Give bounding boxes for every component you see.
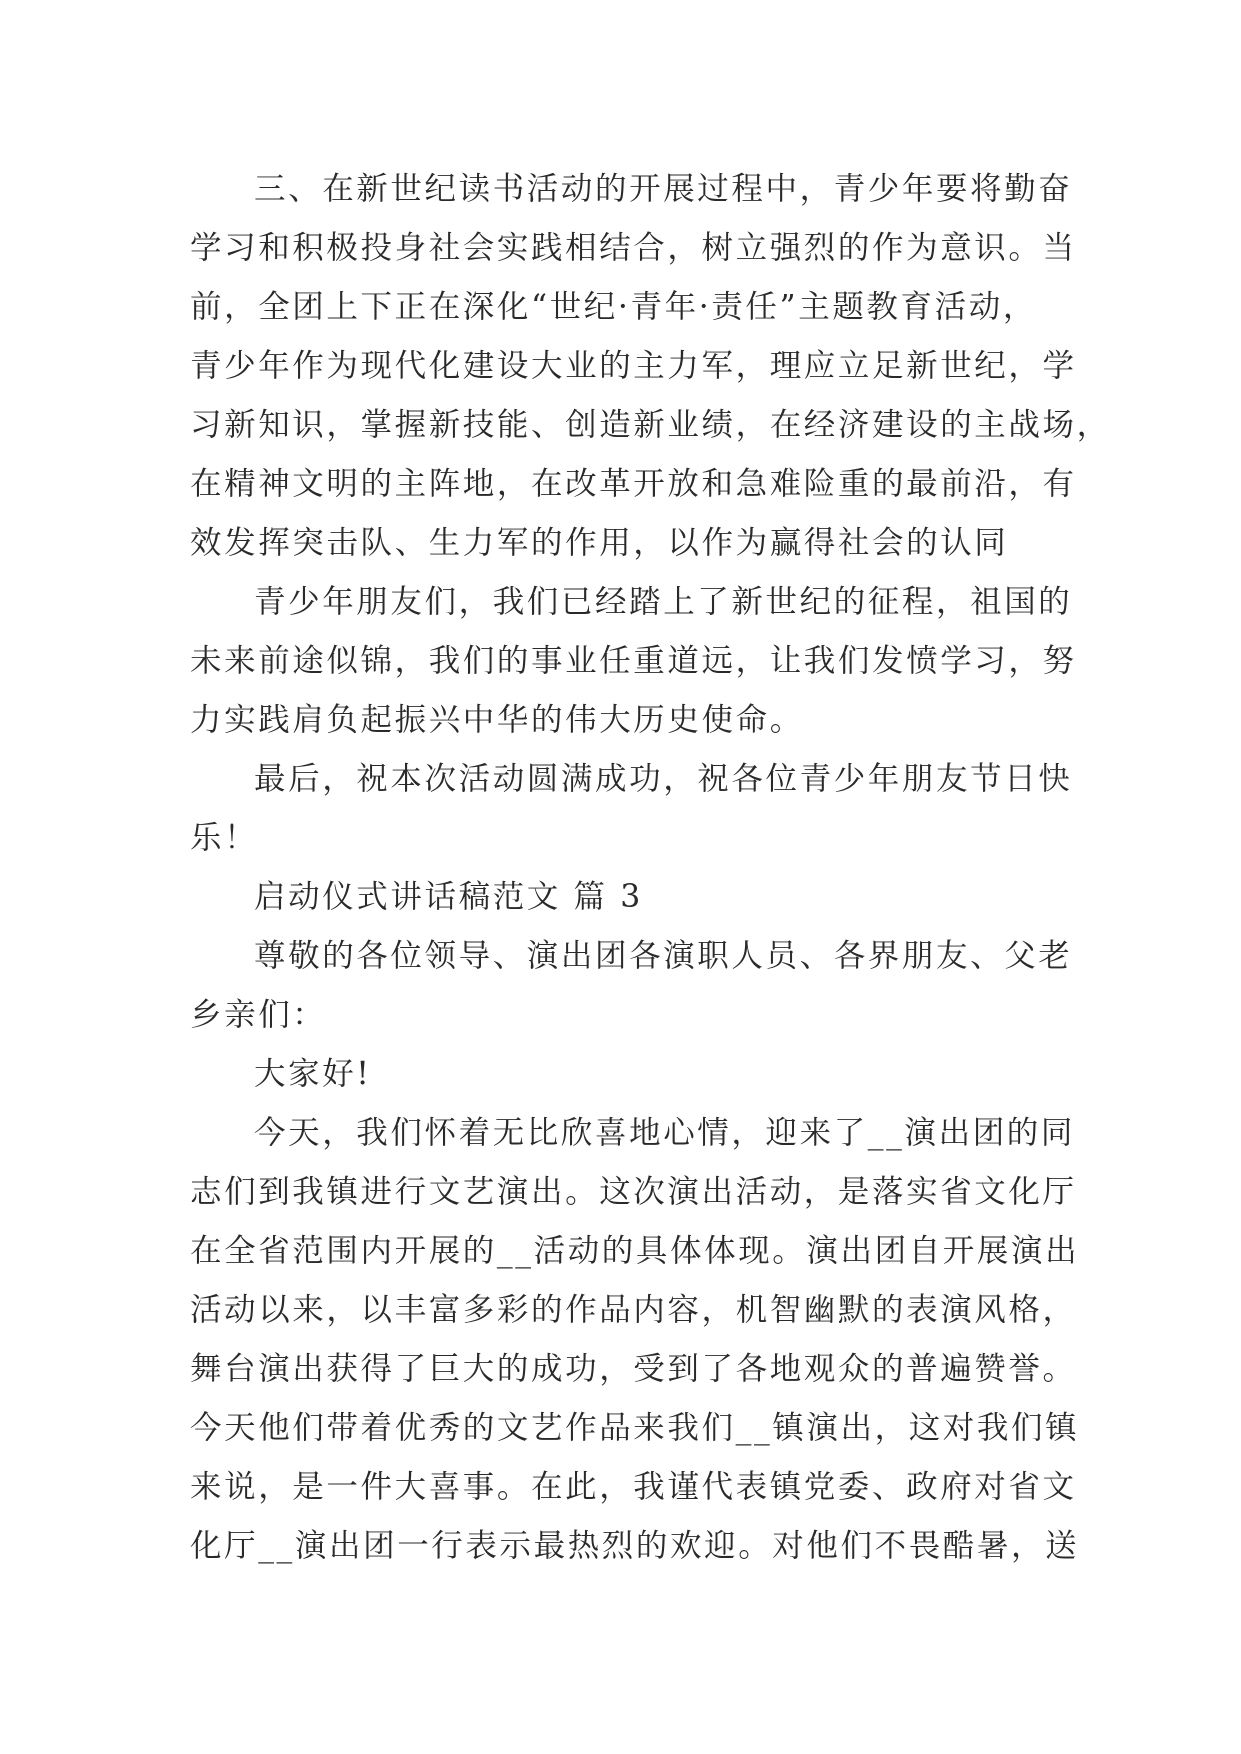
text-line: 化厅__演出团一行表示最热烈的欢迎。对他们不畏酷暑，送 (190, 1528, 1080, 1564)
text-line: 前，全团上下正在深化“世纪·青年·责任”主题教育活动， (190, 289, 1037, 325)
document-body (190, 160, 1111, 1576)
text-line: 乡亲们： (190, 997, 327, 1033)
text-line: 青少年朋友们，我们已经踏上了新世纪的征程，祖国的 (254, 584, 1073, 620)
text-line: 青少年作为现代化建设大业的主力军，理应立足新世纪，学 (190, 348, 1077, 384)
text-line: 习新知识，掌握新技能、创造新业绩，在经济建设的主战场， (190, 407, 1111, 443)
text-line: 效发挥突击队、生力军的作用，以作为赢得社会的认同 (190, 525, 1009, 561)
text-line: 舞台演出获得了巨大的成功，受到了各地观众的普遍赞誉。 (190, 1351, 1077, 1387)
text-line: 学习和积极投身社会实践相结合，树立强烈的作为意识。当 (190, 230, 1077, 266)
text-line: 在全省范围内开展的__活动的具体体现。演出团自开展演出 (190, 1233, 1080, 1269)
text-line: 未来前途似锦，我们的事业任重道远，让我们发愤学习，努 (190, 643, 1077, 679)
text-line: 尊敬的各位领导、演出团各演职人员、各界朋友、父老 (254, 938, 1073, 974)
text-line: 今天他们带着优秀的文艺作品来我们__镇演出，这对我们镇 (190, 1410, 1080, 1446)
text-line: 在精神文明的主阵地，在改革开放和急难险重的最前沿，有 (190, 466, 1077, 502)
text-line: 力实践肩负起振兴中华的伟大历史使命。 (190, 702, 804, 738)
section-heading: 启动仪式讲话稿范文 篇 3 (254, 879, 643, 915)
text-line: 大家好! (254, 1056, 372, 1092)
text-line: 志们到我镇进行文艺演出。这次演出活动，是落实省文化厅 (190, 1174, 1077, 1210)
text-line: 最后，祝本次活动圆满成功，祝各位青少年朋友节日快 (254, 761, 1073, 797)
text-line: 三、在新世纪读书活动的开展过程中，青少年要将勤奋 (254, 171, 1073, 207)
text-line: 今天，我们怀着无比欣喜地心情，迎来了__演出团的同 (254, 1115, 1076, 1151)
text-line: 活动以来，以丰富多彩的作品内容，机智幽默的表演风格， (190, 1292, 1077, 1328)
text-line: 乐！ (190, 820, 259, 856)
text-line: 来说，是一件大喜事。在此，我谨代表镇党委、政府对省文 (190, 1469, 1077, 1505)
